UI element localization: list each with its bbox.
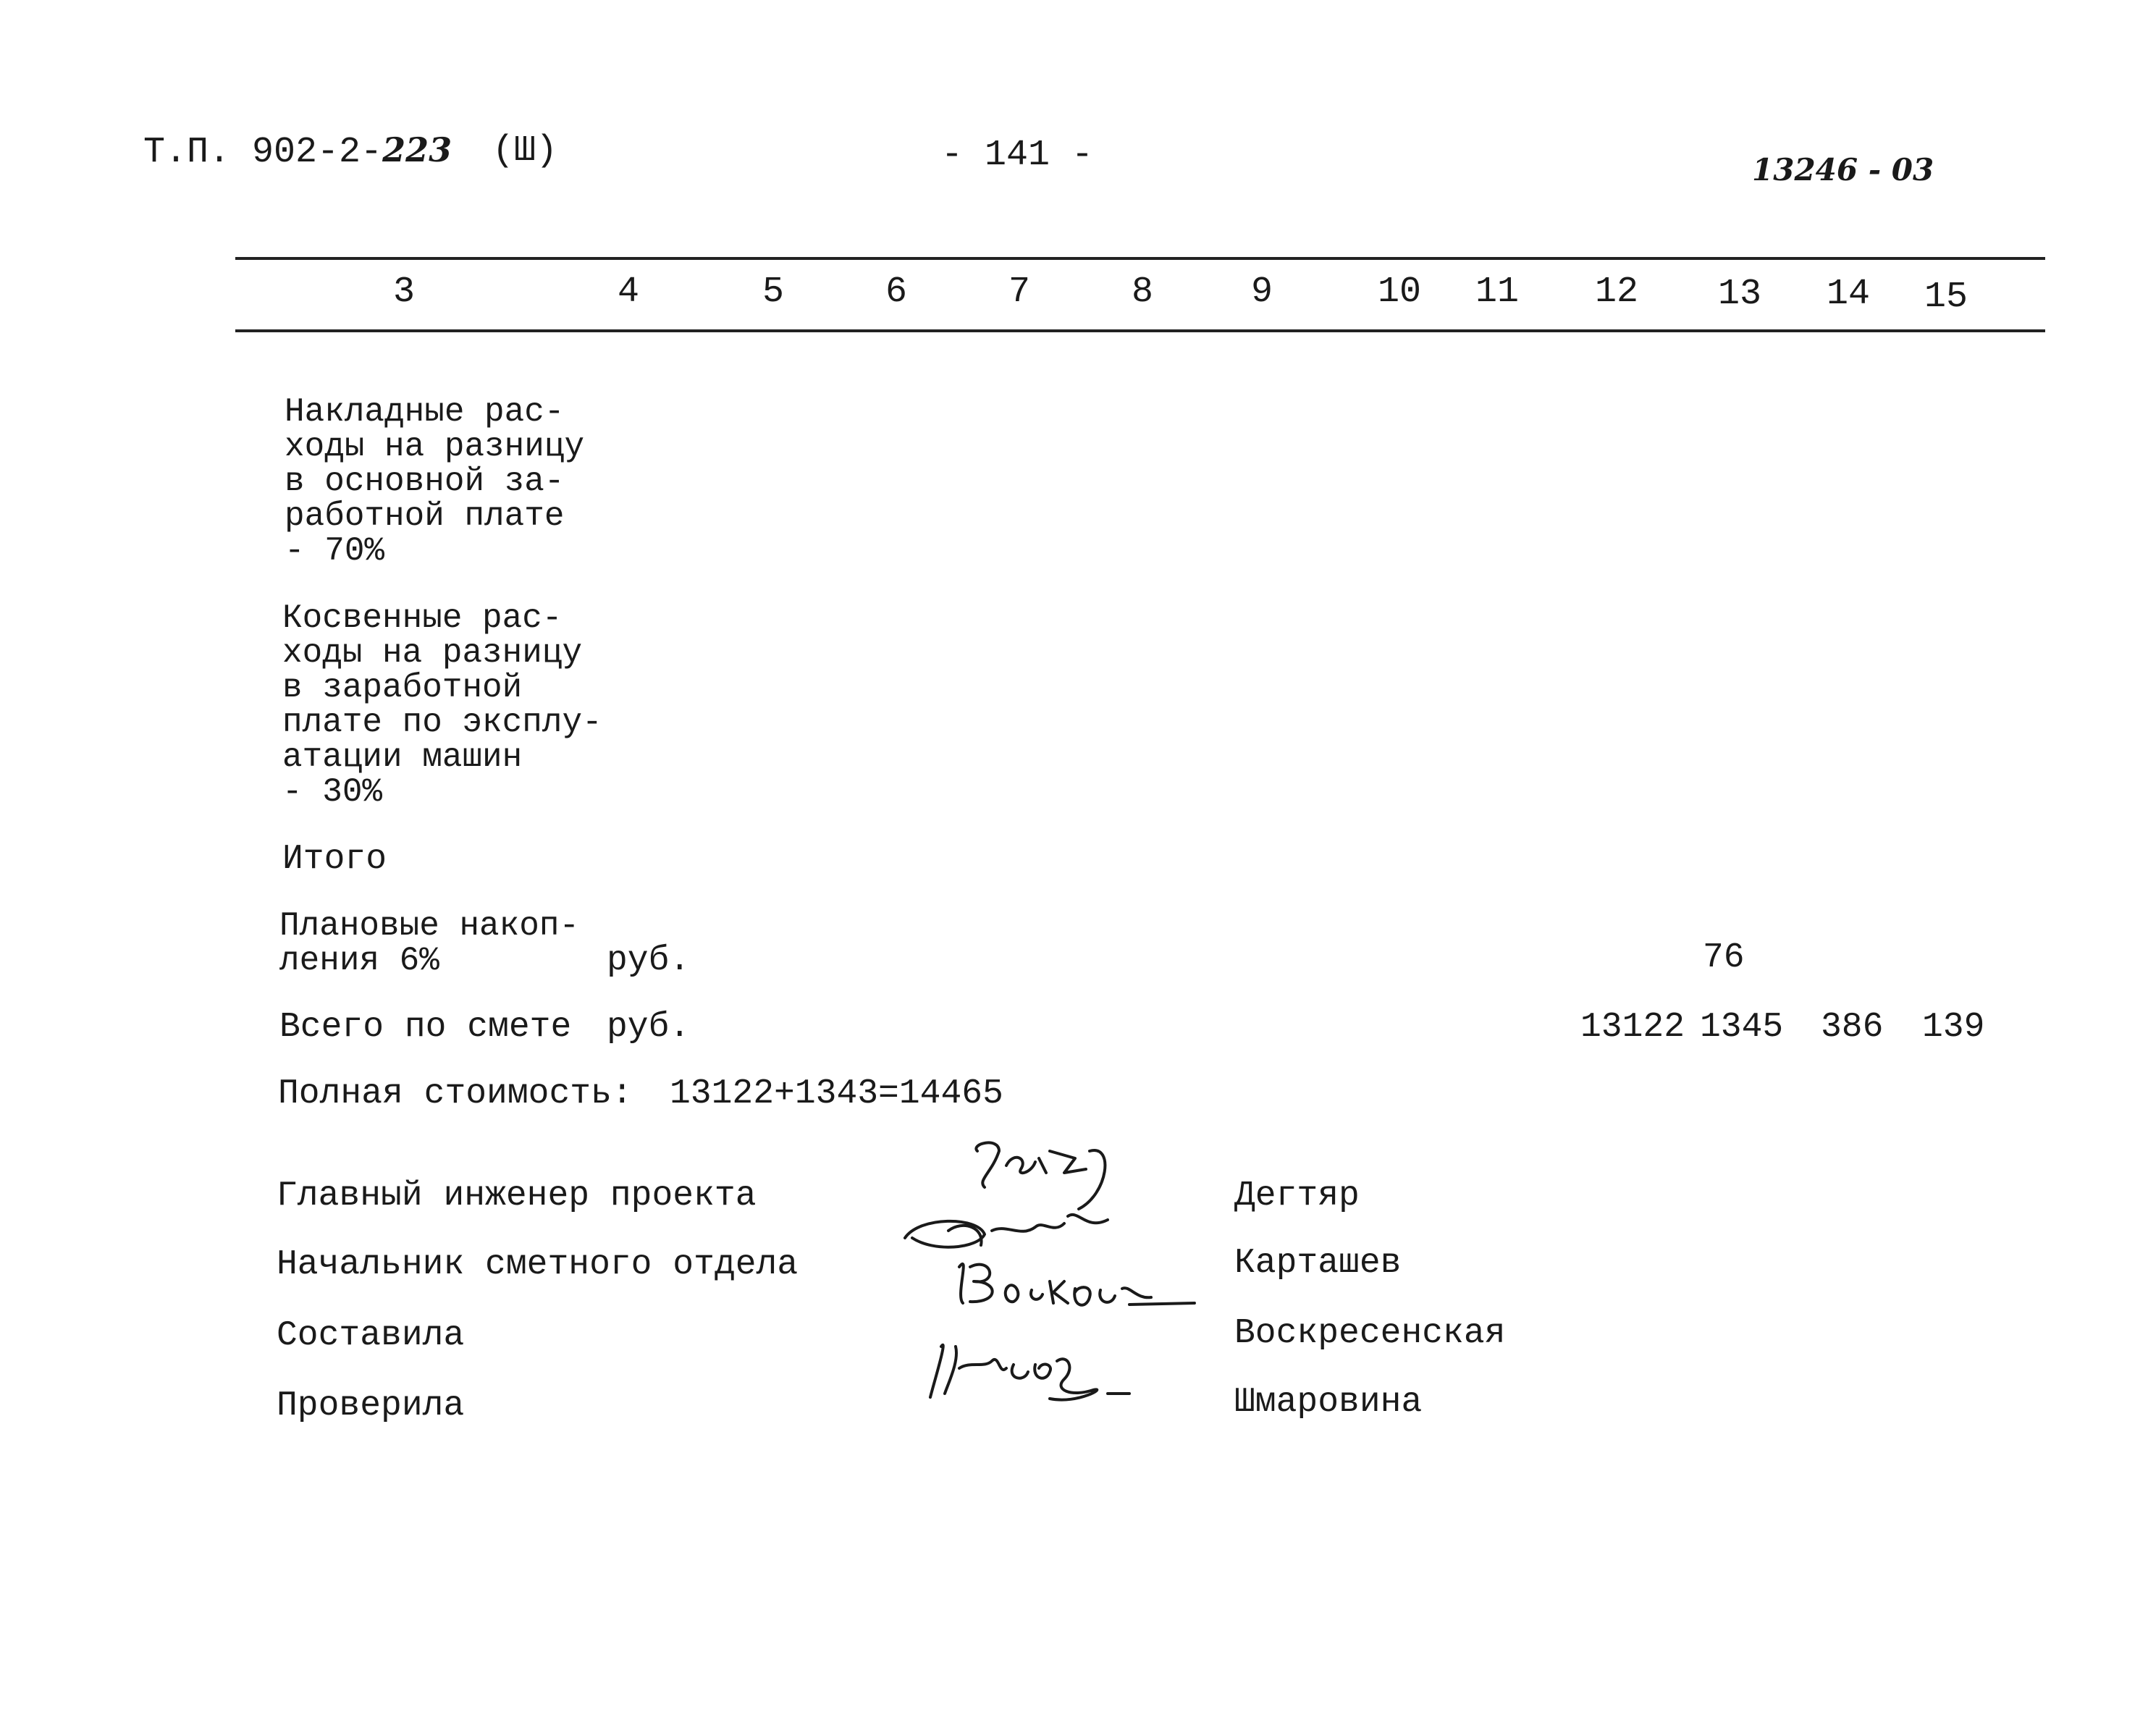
estimate-total-col14: 386 bbox=[1821, 1008, 1884, 1047]
planned-savings-label: Плановые накоп- ления 6% bbox=[279, 907, 580, 979]
overhead-costs-text: Накладные рас- ходы на разницу в основной за- работной плате - 70% bbox=[285, 393, 585, 570]
signatory-name-chief-engineer: Дегтяр bbox=[1234, 1176, 1360, 1215]
indirect-costs-text: Косвенные рас- ходы на разницу в заработной плате по эксплу- атации машин - 30% bbox=[282, 599, 602, 811]
column-header-6: 6 bbox=[885, 271, 907, 313]
full-cost-label: Полная стоимость: bbox=[278, 1074, 633, 1113]
handwritten-signatures bbox=[890, 1129, 1209, 1433]
column-header-14: 14 bbox=[1826, 274, 1870, 315]
signatory-name-compiled-by: Воскресенская bbox=[1234, 1314, 1506, 1353]
signatory-name-checked-by: Шмаровина bbox=[1234, 1383, 1423, 1422]
column-header-15: 15 bbox=[1924, 277, 1968, 318]
signature-role-estimate-head: Начальник сметного отдела bbox=[277, 1245, 799, 1284]
planned-savings-col13: 76 bbox=[1703, 938, 1745, 977]
signature-role-checked-by: Проверила bbox=[277, 1386, 465, 1425]
column-header-12: 12 bbox=[1594, 271, 1638, 313]
signature-compiled-by bbox=[959, 1264, 1195, 1305]
signature-checked-by bbox=[930, 1345, 1129, 1400]
column-header-13: 13 bbox=[1717, 274, 1761, 315]
signature-chief-engineer bbox=[976, 1142, 1105, 1209]
column-header-7: 7 bbox=[1008, 271, 1030, 313]
signature-estimate-head bbox=[905, 1215, 1108, 1247]
page-number: - 141 - bbox=[941, 135, 1094, 176]
column-header-11: 11 bbox=[1475, 271, 1519, 313]
signature-role-compiled-by: Составила bbox=[277, 1316, 465, 1355]
column-header-5: 5 bbox=[762, 271, 784, 313]
estimate-total-col13: 1345 bbox=[1700, 1008, 1784, 1047]
doc-reference-handwritten: 223 bbox=[382, 130, 452, 169]
subtotal-label: Итого bbox=[282, 840, 387, 879]
planned-savings-unit: руб. bbox=[607, 941, 691, 980]
column-header-10: 10 bbox=[1377, 271, 1421, 313]
column-header-4: 4 bbox=[617, 271, 639, 313]
column-header-9: 9 bbox=[1250, 271, 1273, 313]
estimate-total-col15: 139 bbox=[1922, 1008, 1985, 1047]
table-top-rule bbox=[235, 257, 2045, 260]
full-cost-value: 13122+1343=14465 bbox=[670, 1074, 1003, 1113]
doc-reference-printed: Т.П. 902-2- bbox=[143, 132, 383, 173]
signature-role-chief-engineer: Главный инженер проекта bbox=[277, 1176, 757, 1215]
estimate-total-label: Всего по смете bbox=[279, 1008, 572, 1047]
archive-stamp: 13246 - 03 bbox=[1752, 152, 1934, 187]
signatory-name-estimate-head: Карташев bbox=[1234, 1244, 1402, 1283]
column-header-8: 8 bbox=[1131, 271, 1153, 313]
table-header-bottom-rule bbox=[235, 329, 2045, 332]
doc-reference bbox=[143, 130, 452, 173]
column-header-3: 3 bbox=[392, 271, 415, 313]
estimate-total-unit: руб. bbox=[607, 1008, 691, 1047]
section-marker: (Ш) bbox=[492, 130, 558, 172]
estimate-total-col12: 13122 bbox=[1580, 1008, 1685, 1047]
